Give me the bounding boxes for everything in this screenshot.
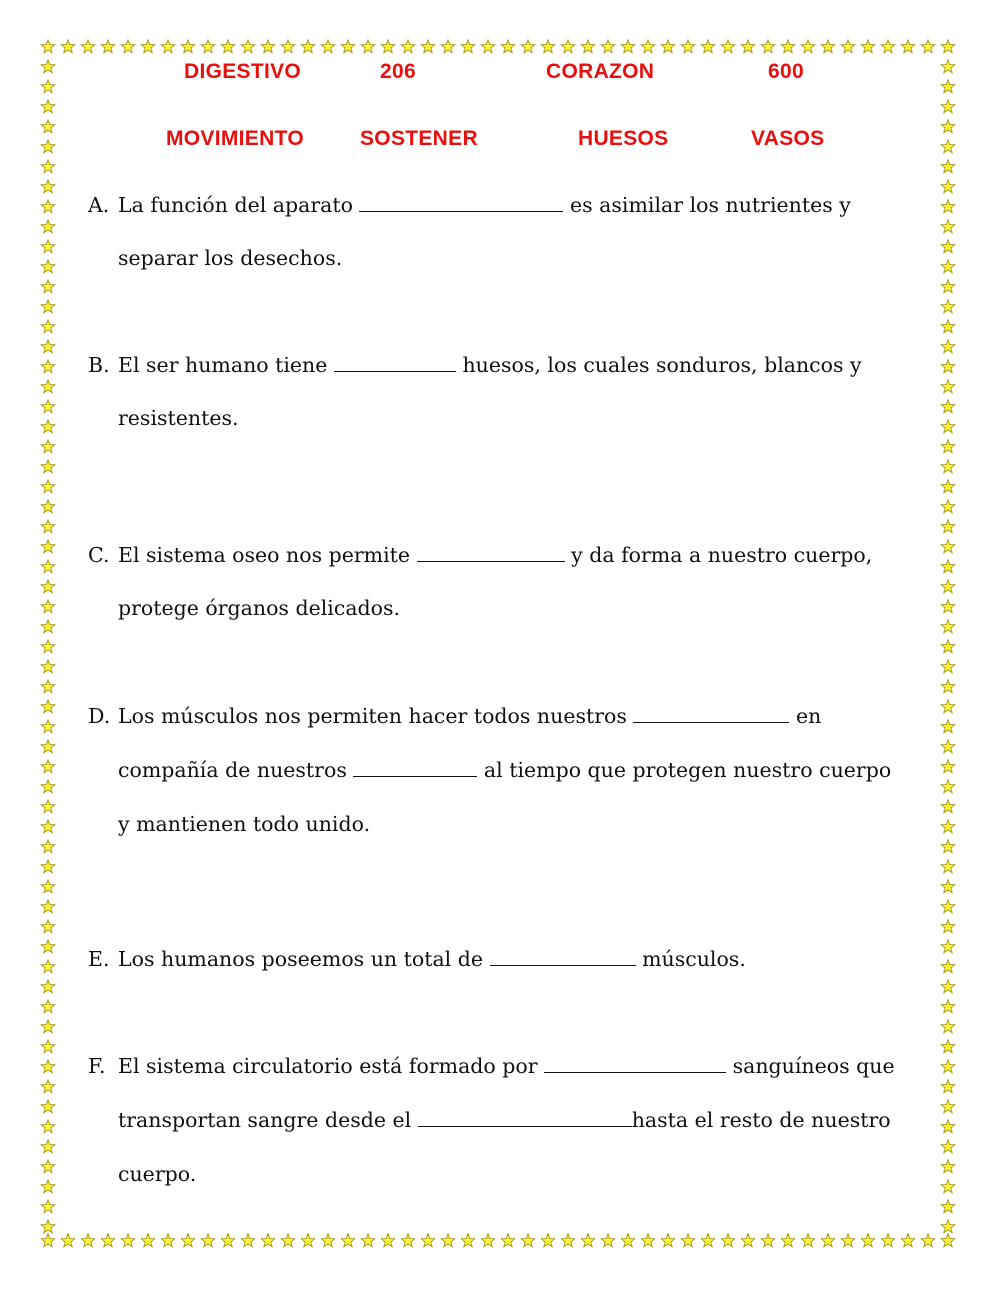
question-f-line-1: [88, 1054, 895, 1078]
question-text: La función del aparato: [118, 193, 353, 217]
star-icon: [201, 40, 215, 53]
star-icon: [941, 900, 955, 913]
star-icon: [941, 140, 955, 153]
star-icon: [381, 1234, 395, 1247]
question-e-line-1: [88, 947, 746, 971]
star-icon: [41, 520, 55, 533]
star-icon: [81, 1234, 95, 1247]
star-icon: [41, 740, 55, 753]
star-icon: [41, 380, 55, 393]
question-a-line-2: separar los desechos.: [118, 246, 343, 270]
star-icon: [941, 240, 955, 253]
star-icon: [681, 1234, 695, 1247]
star-icon: [821, 40, 835, 53]
star-icon: [881, 1234, 895, 1247]
answer-blank-e[interactable]: [490, 947, 636, 966]
star-icon: [941, 760, 955, 773]
star-icon: [781, 1234, 795, 1247]
star-icon: [941, 620, 955, 633]
star-icon: [41, 260, 55, 273]
star-icon: [701, 40, 715, 53]
star-icon: [41, 220, 55, 233]
star-icon: [941, 980, 955, 993]
star-icon: [41, 600, 55, 613]
star-icon: [941, 580, 955, 593]
star-icon: [261, 1234, 275, 1247]
star-icon: [921, 40, 935, 53]
word-bank-digestivo: DIGESTIVO: [184, 60, 302, 83]
star-icon: [41, 80, 55, 93]
star-icon: [941, 660, 955, 673]
star-icon: [921, 1234, 935, 1247]
star-icon: [761, 1234, 775, 1247]
star-icon: [41, 340, 55, 353]
star-icon: [941, 1000, 955, 1013]
star-icon: [541, 1234, 555, 1247]
star-icon: [301, 1234, 315, 1247]
star-icon: [941, 1040, 955, 1053]
answer-blank-d-2[interactable]: [353, 758, 477, 777]
star-icon: [941, 600, 955, 613]
star-icon: [941, 560, 955, 573]
star-icon: [941, 480, 955, 493]
star-icon: [381, 40, 395, 53]
star-icon: [41, 900, 55, 913]
question-f-line-2: [118, 1108, 891, 1132]
star-icon: [941, 1060, 955, 1073]
star-icon: [41, 440, 55, 453]
star-icon: [941, 320, 955, 333]
star-icon: [701, 1234, 715, 1247]
star-icon: [941, 1080, 955, 1093]
question-c-line-2: protege órganos delicados.: [118, 596, 401, 620]
star-icon: [41, 1140, 55, 1153]
star-icon: [41, 700, 55, 713]
star-icon: [361, 1234, 375, 1247]
star-icon: [41, 140, 55, 153]
star-icon: [941, 180, 955, 193]
question-text: El sistema oseo nos permite: [118, 543, 411, 567]
star-icon: [901, 40, 915, 53]
star-icon: [41, 680, 55, 693]
star-icon: [181, 1234, 195, 1247]
star-icon: [781, 40, 795, 53]
star-icon: [201, 1234, 215, 1247]
star-icon: [301, 40, 315, 53]
star-icon: [941, 80, 955, 93]
star-icon: [941, 1200, 955, 1213]
star-icon: [421, 1234, 435, 1247]
answer-blank-b[interactable]: [334, 353, 456, 372]
star-icon: [601, 1234, 615, 1247]
star-icon: [41, 560, 55, 573]
star-icon: [401, 1234, 415, 1247]
star-icon: [41, 960, 55, 973]
star-icon: [41, 1020, 55, 1033]
star-icon: [241, 40, 255, 53]
star-icon: [841, 40, 855, 53]
star-icon: [941, 920, 955, 933]
star-icon: [541, 40, 555, 53]
star-icon: [581, 1234, 595, 1247]
star-icon: [41, 360, 55, 373]
star-icon: [281, 1234, 295, 1247]
star-icon: [941, 880, 955, 893]
star-icon: [41, 580, 55, 593]
word-bank-vasos: VASOS: [751, 127, 825, 150]
star-icon: [941, 740, 955, 753]
star-icon: [41, 1080, 55, 1093]
star-icon: [41, 1220, 55, 1233]
star-icon: [41, 780, 55, 793]
star-icon: [501, 40, 515, 53]
star-icon: [41, 660, 55, 673]
question-text: transportan sangre desde el: [118, 1108, 412, 1132]
star-icon: [41, 300, 55, 313]
star-icon: [601, 40, 615, 53]
star-icon: [401, 40, 415, 53]
star-icon: [941, 1180, 955, 1193]
star-icon: [41, 980, 55, 993]
star-icon: [941, 1100, 955, 1113]
star-icon: [41, 500, 55, 513]
star-icon: [941, 1234, 955, 1247]
star-icon: [41, 940, 55, 953]
star-icon: [361, 40, 375, 53]
question-letter: F.: [88, 1054, 106, 1078]
star-icon: [41, 640, 55, 653]
question-c-line-1: [88, 543, 872, 567]
star-icon: [41, 400, 55, 413]
star-icon: [461, 40, 475, 53]
question-b-line-1: [88, 353, 862, 377]
star-icon: [441, 1234, 455, 1247]
star-icon: [941, 780, 955, 793]
star-icon: [661, 40, 675, 53]
star-icon: [721, 40, 735, 53]
star-icon: [941, 840, 955, 853]
question-d-line-3: y mantienen todo unido.: [118, 812, 371, 836]
star-icon: [341, 1234, 355, 1247]
question-f-line-3: cuerpo.: [118, 1162, 197, 1186]
star-icon: [41, 840, 55, 853]
question-text: Los músculos nos permiten hacer todos nuestros: [118, 704, 627, 728]
star-icon: [841, 1234, 855, 1247]
word-bank-movimiento: MOVIMIENTO: [166, 127, 304, 150]
star-icon: [641, 1234, 655, 1247]
answer-blank-f-2[interactable]: [418, 1108, 632, 1127]
star-icon: [481, 40, 495, 53]
question-text: y da forma a nuestro cuerpo,: [571, 543, 873, 567]
star-icon: [281, 40, 295, 53]
star-icon: [61, 1234, 75, 1247]
question-text: al tiempo que protegen nuestro cuerpo: [483, 758, 892, 782]
star-icon: [41, 1000, 55, 1013]
question-d-line-2: [118, 758, 891, 782]
word-bank-corazon: CORAZON: [546, 60, 655, 83]
star-icon: [41, 460, 55, 473]
word-bank-206: 206: [380, 60, 416, 83]
question-a-line-1: [88, 193, 851, 217]
word-bank-huesos: HUESOS: [578, 127, 669, 150]
star-icon: [41, 420, 55, 433]
star-icon: [101, 40, 115, 53]
star-icon: [41, 620, 55, 633]
star-icon: [141, 40, 155, 53]
star-icon: [941, 360, 955, 373]
star-icon: [241, 1234, 255, 1247]
star-icon: [41, 920, 55, 933]
star-icon: [941, 380, 955, 393]
star-icon: [941, 220, 955, 233]
answer-blank-d-1[interactable]: [633, 704, 789, 723]
star-icon: [941, 680, 955, 693]
question-letter: A.: [88, 193, 110, 217]
star-icon: [941, 1140, 955, 1153]
star-icon: [41, 820, 55, 833]
star-icon: [941, 1220, 955, 1233]
star-icon: [941, 300, 955, 313]
star-icon: [261, 40, 275, 53]
star-icon: [941, 720, 955, 733]
star-icon: [41, 720, 55, 733]
question-text: El sistema circulatorio está formado por: [118, 1054, 538, 1078]
star-icon: [221, 40, 235, 53]
star-icon: [681, 40, 695, 53]
star-icon: [221, 1234, 235, 1247]
star-icon: [941, 200, 955, 213]
star-icon: [181, 40, 195, 53]
star-icon: [861, 1234, 875, 1247]
star-icon: [41, 480, 55, 493]
star-icon: [121, 1234, 135, 1247]
star-icon: [801, 40, 815, 53]
star-icon: [41, 1040, 55, 1053]
question-d-line-1: [88, 704, 821, 728]
question-letter: C.: [88, 543, 110, 567]
star-icon: [941, 440, 955, 453]
question-letter: E.: [88, 947, 110, 971]
star-icon: [561, 1234, 575, 1247]
star-icon: [121, 40, 135, 53]
star-icon: [941, 940, 955, 953]
star-icon: [821, 1234, 835, 1247]
star-icon: [941, 500, 955, 513]
question-text: El ser humano tiene: [118, 353, 328, 377]
star-icon: [941, 260, 955, 273]
star-icon: [41, 320, 55, 333]
star-icon: [941, 1020, 955, 1033]
star-icon: [521, 1234, 535, 1247]
question-text: hasta el resto de nuestro: [631, 1108, 891, 1132]
star-icon: [61, 40, 75, 53]
star-icon: [41, 200, 55, 213]
star-icon: [621, 40, 635, 53]
star-icon: [41, 180, 55, 193]
word-bank-sostener: SOSTENER: [360, 127, 478, 150]
star-icon: [41, 240, 55, 253]
word-bank-600: 600: [768, 60, 804, 83]
star-icon: [441, 40, 455, 53]
star-icon: [41, 1160, 55, 1173]
star-icon: [941, 960, 955, 973]
star-icon: [661, 1234, 675, 1247]
star-icon: [41, 1180, 55, 1193]
star-icon: [941, 800, 955, 813]
question-letter: D.: [88, 704, 111, 728]
star-icon: [41, 1120, 55, 1133]
answer-blank-f-1[interactable]: [544, 1054, 726, 1073]
star-icon: [341, 40, 355, 53]
star-icon: [161, 40, 175, 53]
star-icon: [41, 1060, 55, 1073]
star-icon: [941, 120, 955, 133]
star-icon: [41, 800, 55, 813]
star-icon: [501, 1234, 515, 1247]
star-icon: [941, 420, 955, 433]
star-icon: [41, 40, 55, 53]
star-icon: [941, 400, 955, 413]
question-text: Los humanos poseemos un total de: [118, 947, 483, 971]
star-icon: [941, 820, 955, 833]
star-icon: [461, 1234, 475, 1247]
star-icon: [941, 1160, 955, 1173]
question-b-line-2: resistentes.: [118, 406, 239, 430]
star-icon: [41, 880, 55, 893]
star-icon: [561, 40, 575, 53]
star-icon: [41, 760, 55, 773]
star-icon: [321, 40, 335, 53]
question-text: huesos, los cuales sonduros, blancos y: [462, 353, 862, 377]
star-icon: [41, 100, 55, 113]
star-icon: [41, 280, 55, 293]
star-icon: [41, 860, 55, 873]
star-icon: [141, 1234, 155, 1247]
star-icon: [421, 40, 435, 53]
star-icon: [941, 60, 955, 73]
question-letter: B.: [88, 353, 110, 377]
star-icon: [161, 1234, 175, 1247]
answer-blank-a[interactable]: [359, 193, 563, 212]
star-icon: [941, 280, 955, 293]
star-icon: [641, 40, 655, 53]
star-icon: [581, 40, 595, 53]
star-icon: [941, 700, 955, 713]
star-icon: [741, 1234, 755, 1247]
star-icon: [481, 1234, 495, 1247]
star-icon: [941, 460, 955, 473]
star-icon: [41, 1234, 55, 1247]
star-icon: [941, 540, 955, 553]
star-icon: [41, 160, 55, 173]
star-icon: [81, 40, 95, 53]
star-icon: [621, 1234, 635, 1247]
star-icon: [521, 40, 535, 53]
question-text: compañía de nuestros: [118, 758, 347, 782]
star-icon: [41, 60, 55, 73]
star-icon: [761, 40, 775, 53]
star-icon: [941, 40, 955, 53]
star-icon: [41, 540, 55, 553]
star-icon: [941, 340, 955, 353]
question-text: es asimilar los nutrientes y: [570, 193, 851, 217]
star-icon: [941, 640, 955, 653]
star-icon: [101, 1234, 115, 1247]
star-icon: [861, 40, 875, 53]
star-icon: [741, 40, 755, 53]
star-icon: [321, 1234, 335, 1247]
star-icon: [801, 1234, 815, 1247]
star-icon: [901, 1234, 915, 1247]
question-text: sanguíneos que: [732, 1054, 895, 1078]
star-icon: [941, 860, 955, 873]
star-icon: [941, 100, 955, 113]
star-icon: [721, 1234, 735, 1247]
answer-blank-c[interactable]: [417, 543, 565, 562]
question-text: músculos.: [642, 947, 746, 971]
star-icon: [941, 160, 955, 173]
star-icon: [41, 120, 55, 133]
star-icon: [881, 40, 895, 53]
question-text: en: [795, 704, 822, 728]
star-icon: [41, 1200, 55, 1213]
star-icon: [941, 520, 955, 533]
star-icon: [41, 1100, 55, 1113]
star-icon: [941, 1120, 955, 1133]
